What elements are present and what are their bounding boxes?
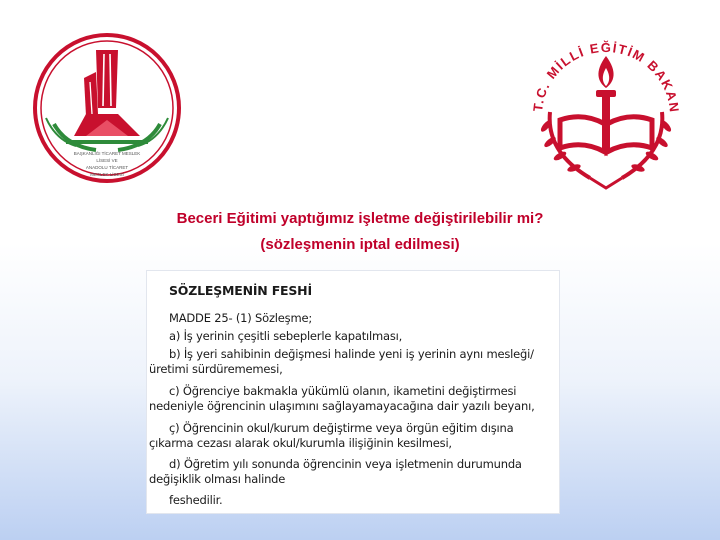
clause-c-line2: nedeniyle öğrencinin ulaşımını sağlayamayacağına dair yazılı beyanı, — [149, 399, 535, 413]
clause-b-line2: üretimi sürdürememesi, — [149, 362, 283, 376]
document-title: SÖZLEŞMENİN FESHİ — [169, 283, 312, 298]
logo-text-3: ANADOLU TİCARET — [85, 165, 129, 170]
document-closing: feshedilir. — [169, 493, 223, 507]
clause-d-line1: d) Öğretim yılı sonunda öğrencinin veya işletmenin durumunda — [169, 457, 522, 471]
clause-d-line2: değişiklik olması halinde — [149, 472, 286, 486]
heading-subtitle: (sözleşmenin iptal edilmesi) — [260, 236, 460, 253]
clause-cc-line2: çıkarma cezası alarak okul/kurumla ilişiğinin kesilmesi, — [149, 436, 452, 450]
heading-question: Beceri Eğitimi yaptığımız işletme değiştirilebilir mi? — [176, 210, 544, 227]
ring-text: T.C. MİLLİ EĞİTİM BAKAN — [530, 39, 683, 115]
ministry-emblem-icon — [520, 28, 692, 196]
school-emblem-icon — [26, 28, 188, 190]
ministry-logo — [520, 28, 692, 196]
clause-b-line1: b) İş yeri sahibinin değişmesi halinde yeni iş yerinin aynı mesleği/ — [169, 347, 534, 361]
logo-text-2: LİSESİ VE — [96, 158, 118, 163]
logo-text-4: MESLEK LİSESİ — [90, 172, 124, 177]
document-article: MADDE 25- (1) Sözleşme; — [169, 311, 312, 325]
clause-cc-line1: ç) Öğrencinin okul/kurum değiştirme veya örgün eğitim dışına — [169, 421, 514, 435]
regulation-excerpt — [146, 270, 560, 514]
school-logo — [26, 28, 188, 190]
logo-text-1: BAŞKANLIĞI TİCARET MESLEK — [73, 151, 141, 156]
clause-c-line1: c) Öğrenciye bakmakla yükümlü olanın, ikametini değiştirmesi — [169, 384, 517, 398]
clause-a: a) İş yerinin çeşitli sebeplerle kapatılması, — [169, 329, 403, 343]
